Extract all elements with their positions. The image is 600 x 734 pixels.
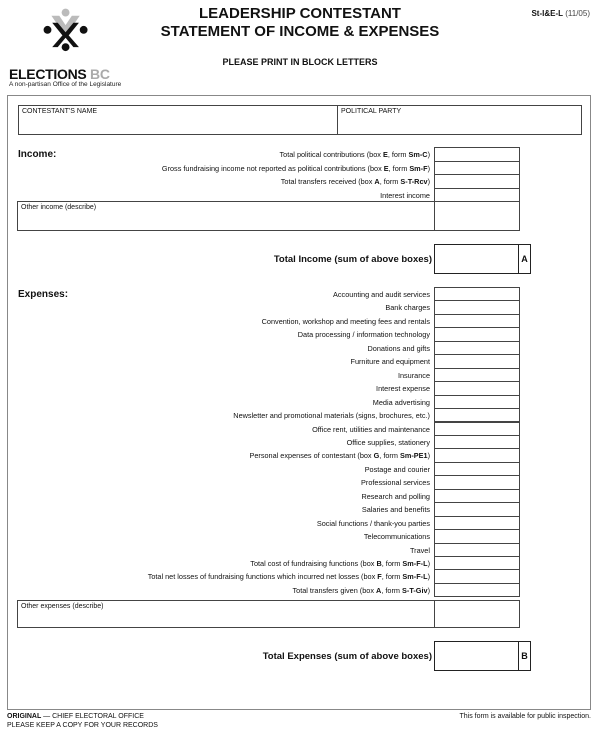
expenses-row-label xyxy=(250,559,430,568)
expenses-row-pre: Accounting and audit services xyxy=(333,290,430,299)
expenses-row-pre: Media advertising xyxy=(372,397,430,407)
expenses-row-pre: Furniture and equipment xyxy=(350,357,430,367)
income-row-mid: , form xyxy=(387,150,409,159)
expenses-row-pre: Total transfers given (box xyxy=(292,585,377,595)
expenses-row-label xyxy=(292,586,430,595)
expenses-row-label xyxy=(249,451,430,460)
expenses-row-pre: Personal expenses of contestant (box xyxy=(249,451,374,461)
expenses-row-pre: Office rent, utilities and maintenance xyxy=(312,424,430,434)
total-income-label: Total Income (sum of above boxes) xyxy=(273,254,432,265)
expenses-row-post: ) xyxy=(427,559,430,568)
expenses-amount-input[interactable] xyxy=(434,543,520,557)
expenses-row-label xyxy=(347,438,430,447)
income-row-post: ) xyxy=(427,150,430,159)
expenses-row-mid: , form xyxy=(381,572,403,582)
expenses-row-label xyxy=(317,519,430,528)
income-row-mid: , form xyxy=(388,163,410,173)
expenses-heading: Expenses: xyxy=(18,289,69,300)
expenses-row-label xyxy=(362,505,430,514)
expenses-row-pre: Insurance xyxy=(397,370,430,380)
expenses-row-label xyxy=(376,384,430,393)
expenses-row-label xyxy=(410,546,430,555)
income-row-box: E xyxy=(382,150,388,159)
brand-main: ELECTIONS xyxy=(9,66,87,82)
expenses-row-box: B xyxy=(376,559,382,568)
income-row-form: S-T-Rcv xyxy=(400,177,428,186)
total-income-letter: A xyxy=(518,245,530,273)
total-expenses-letter: B xyxy=(518,642,530,670)
income-amount-input[interactable] xyxy=(434,188,520,203)
expenses-amount-input[interactable] xyxy=(434,529,520,543)
expenses-row-pre: Office supplies, stationery xyxy=(346,437,430,447)
income-amount-input[interactable] xyxy=(434,174,520,189)
expenses-amount-input[interactable] xyxy=(434,341,520,355)
expenses-row-label xyxy=(298,330,430,339)
income-row-label xyxy=(281,177,430,186)
expenses-row-mid: , form xyxy=(379,451,400,461)
expenses-row-label xyxy=(385,303,430,312)
instruction: PLEASE PRINT IN BLOCK LETTERS xyxy=(222,57,378,67)
footer-keep-copy: PLEASE KEEP A COPY FOR YOUR RECORDS xyxy=(7,722,158,729)
expenses-amount-input[interactable] xyxy=(434,475,520,489)
income-row-post: ) xyxy=(427,177,430,186)
form-date: (11/05) xyxy=(565,9,590,18)
contestant-name-field[interactable] xyxy=(18,105,338,135)
expenses-row-box: F xyxy=(377,572,382,582)
expenses-row-label xyxy=(262,317,430,326)
footer-original xyxy=(7,713,144,720)
expenses-row-pre: Donations and gifts xyxy=(367,343,430,353)
income-row-pre: Interest income xyxy=(380,190,430,200)
income-row-form: Sm-C xyxy=(408,150,428,159)
expenses-amount-input[interactable] xyxy=(434,422,520,436)
expenses-amount-input[interactable] xyxy=(434,448,520,462)
expenses-amount-input[interactable] xyxy=(434,287,520,301)
form-code xyxy=(531,9,590,18)
expenses-amount-input[interactable] xyxy=(434,314,520,328)
expenses-row-label xyxy=(233,411,430,420)
expenses-amount-input[interactable] xyxy=(434,489,520,503)
footer-original-rest: — CHIEF ELECTORAL OFFICE xyxy=(41,713,144,720)
expenses-row-pre: Salaries and benefits xyxy=(361,505,430,515)
expenses-row-pre: Bank charges xyxy=(385,303,430,313)
income-row-label xyxy=(380,191,430,200)
expenses-amount-input[interactable] xyxy=(434,354,520,368)
expenses-amount-input[interactable] xyxy=(434,556,520,570)
income-row-label xyxy=(280,150,431,159)
title-line-2: STATEMENT OF INCOME & EXPENSES xyxy=(160,23,440,40)
expenses-amount-input[interactable] xyxy=(434,395,520,409)
income-heading: Income: xyxy=(18,149,57,160)
expenses-row-box: A xyxy=(376,585,382,595)
expenses-row-pre: Newsletter and promotional materials (signs, brochures, etc.) xyxy=(233,411,430,421)
expenses-row-label xyxy=(350,357,430,366)
other-expenses-amount-divider xyxy=(434,600,435,628)
income-row-post: ) xyxy=(427,163,430,173)
expenses-amount-input[interactable] xyxy=(434,516,520,530)
expenses-row-form: S-T-Giv xyxy=(402,585,428,595)
expenses-row-pre: Professional services xyxy=(361,478,430,488)
income-row-pre: Total transfers received (box xyxy=(280,177,375,186)
total-expenses-label: Total Expenses (sum of above boxes) xyxy=(262,651,432,662)
expenses-row-post: ) xyxy=(427,585,430,595)
expenses-row-form: Sm-PE1 xyxy=(399,451,428,461)
other-income-label: Other income (describe) xyxy=(21,204,97,211)
expenses-amount-input[interactable] xyxy=(434,583,520,597)
expenses-row-pre: Interest expense xyxy=(376,384,430,394)
expenses-row-pre: Postage and courier xyxy=(364,464,430,474)
income-row-box: E xyxy=(383,163,389,173)
title-line-1: LEADERSHIP CONTESTANT xyxy=(199,5,401,22)
expenses-row-label xyxy=(364,532,430,541)
brand-suffix: BC xyxy=(90,66,110,82)
expenses-amount-input[interactable] xyxy=(434,327,520,341)
income-row-label xyxy=(162,164,430,173)
income-row-pre: Total political contributions (box xyxy=(279,150,383,159)
other-expenses-field[interactable] xyxy=(17,600,520,628)
expenses-row-pre: Telecommunications xyxy=(363,532,430,542)
other-income-amount-divider xyxy=(434,201,435,231)
expenses-row-form: Sm-F-L xyxy=(402,572,428,582)
expenses-row-pre: Total cost of fundraising functions (box xyxy=(250,559,377,568)
other-income-field[interactable] xyxy=(17,201,520,231)
brand-name xyxy=(9,66,110,82)
political-party-label: POLITICAL PARTY xyxy=(341,108,402,115)
form-code-id: St-I&E-L xyxy=(531,9,563,18)
expenses-row-pre: Data processing / information technology xyxy=(297,330,430,340)
expenses-row-pre: Research and polling xyxy=(361,491,430,501)
expenses-row-label xyxy=(398,371,430,380)
income-row-mid: , form xyxy=(379,177,401,186)
expenses-amount-input[interactable] xyxy=(434,381,520,395)
expenses-row-box: G xyxy=(373,451,380,461)
expenses-amount-input[interactable] xyxy=(434,408,520,422)
expenses-row-label xyxy=(368,344,430,353)
income-row-pre: Gross fundraising income not reported as political contributions (box xyxy=(161,163,384,173)
expenses-row-label xyxy=(312,425,430,434)
expenses-row-post: ) xyxy=(427,451,430,461)
expenses-amount-input[interactable] xyxy=(434,569,520,583)
income-row-form: Sm-F xyxy=(409,163,428,173)
expenses-amount-input[interactable] xyxy=(434,300,520,314)
income-row-box: A xyxy=(374,177,380,186)
expenses-row-label xyxy=(333,290,430,299)
political-party-field[interactable] xyxy=(337,105,582,135)
expenses-row-pre: Total net losses of fundraising functions which incurred net losses (box xyxy=(147,572,378,582)
footer-public-note: This form is available for public inspection. xyxy=(459,713,591,720)
tagline: A non-partisan Office of the Legislature xyxy=(9,81,122,88)
expenses-amount-input[interactable] xyxy=(434,368,520,382)
income-amount-input[interactable] xyxy=(434,161,520,176)
expenses-row-form: Sm-F-L xyxy=(402,559,428,568)
footer-original-bold: ORIGINAL xyxy=(7,713,42,720)
expenses-row-post: ) xyxy=(427,572,430,582)
expenses-row-label xyxy=(361,492,430,501)
expenses-amount-input[interactable] xyxy=(434,462,520,476)
contestant-name-label: CONTESTANT'S NAME xyxy=(22,108,98,115)
other-expenses-label: Other expenses (describe) xyxy=(21,603,104,610)
expenses-amount-input[interactable] xyxy=(434,502,520,516)
expenses-row-pre: Travel xyxy=(409,545,430,555)
expenses-row-pre: Convention, workshop and meeting fees and rentals xyxy=(261,316,430,326)
expenses-row-pre: Social functions / thank-you parties xyxy=(316,518,430,528)
income-amount-input[interactable] xyxy=(434,147,520,162)
expenses-amount-input[interactable] xyxy=(434,435,520,449)
expenses-row-label xyxy=(365,465,430,474)
expenses-row-label xyxy=(361,478,430,487)
expenses-row-label xyxy=(148,572,430,581)
total-expenses-box[interactable] xyxy=(434,641,531,671)
expenses-row-mid: , form xyxy=(381,585,403,595)
total-income-box[interactable] xyxy=(434,244,531,274)
expenses-row-mid: , form xyxy=(381,559,403,568)
expenses-row-label xyxy=(373,398,430,407)
